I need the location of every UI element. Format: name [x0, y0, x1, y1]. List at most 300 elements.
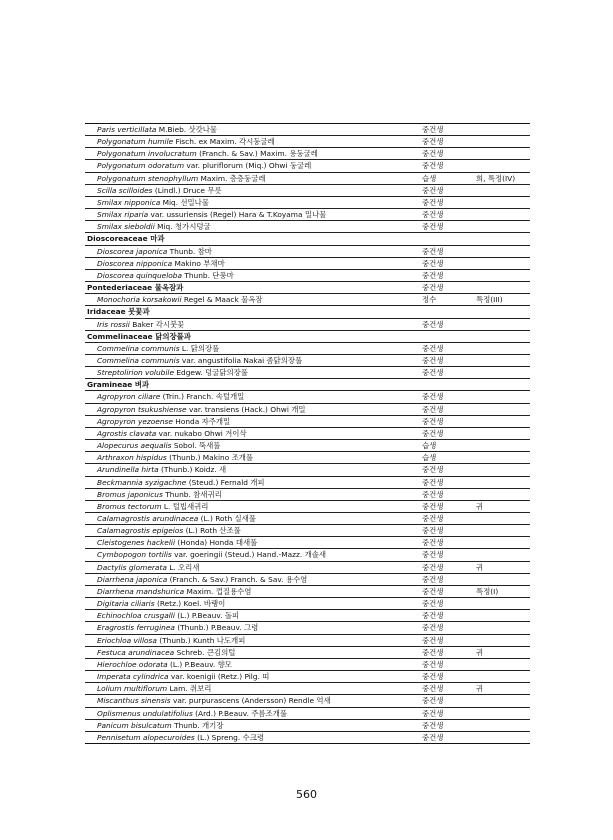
status-cell	[474, 549, 530, 561]
author-and-korean-name: Thunb. 개기장	[171, 720, 224, 730]
species-row	[85, 719, 530, 731]
scientific-name: Digitaria ciliaris	[97, 599, 155, 609]
taxon-name-cell	[85, 598, 422, 610]
habitat-cell: 중건생	[422, 246, 444, 256]
status-cell	[474, 488, 530, 500]
status-cell: 특정(I)	[476, 586, 499, 596]
author-and-korean-name: L. 닭의장풀	[179, 343, 220, 353]
taxon-name-cell	[85, 561, 422, 573]
taxon-name-cell	[85, 525, 422, 537]
taxon-name-cell	[85, 318, 422, 330]
taxon-name-cell	[85, 476, 422, 488]
status-cell	[474, 318, 530, 330]
status-cell	[474, 184, 530, 196]
scientific-name: Polygonatum humile	[97, 137, 174, 147]
status-cell: 귀	[476, 647, 484, 657]
author-and-korean-name: Fisch. ex Maxim. 각시둥굴레	[173, 137, 275, 147]
status-cell	[474, 282, 530, 294]
scientific-name: Commelina communis	[97, 343, 180, 353]
scientific-name: Calamagrostis arundinacea	[97, 514, 199, 523]
habitat-cell: 습생	[422, 453, 437, 463]
family-name: Gramineae 벼과	[87, 380, 150, 390]
scientific-name: Arthraxon hispidus	[97, 453, 167, 463]
scientific-name: Imperata cylindrica	[97, 672, 169, 682]
species-row	[85, 184, 530, 196]
species-row	[85, 342, 530, 354]
status-cell	[474, 196, 530, 208]
habitat-cell: 중건생	[422, 270, 444, 280]
scientific-name: Polygonatum odoratum	[97, 161, 185, 171]
habitat-cell: 중건생	[422, 185, 444, 195]
species-row	[85, 658, 530, 670]
taxon-name-cell	[85, 233, 422, 245]
author-and-korean-name: (Thunb.) Koidz. 새	[158, 465, 227, 475]
habitat-cell: 중건생	[422, 514, 444, 523]
status-cell	[474, 610, 530, 622]
habitat-cell: 중건생	[422, 732, 444, 742]
status-cell	[474, 513, 530, 525]
status-cell	[474, 537, 530, 549]
author-and-korean-name: (Thunb.) Kunth 나도개피	[156, 635, 246, 645]
habitat-cell: 중건생	[422, 258, 444, 268]
author-and-korean-name: Regel & Maack 물옥잠	[181, 295, 263, 305]
habitat-cell: 중건생	[422, 416, 444, 426]
species-row	[85, 136, 530, 148]
species-row	[85, 160, 530, 172]
author-and-korean-name: (Retz.) Koel. 바랭이	[154, 599, 226, 609]
author-and-korean-name: var. transiens (Hack.) Ohwi 개밀	[186, 404, 306, 414]
scientific-name: Cleistogenes hackelii	[97, 538, 176, 548]
habitat-cell: 중건생	[422, 489, 444, 499]
scientific-name: Pennisetum alopecuroides	[97, 732, 195, 742]
status-cell	[474, 525, 530, 537]
taxon-name-cell	[85, 330, 422, 342]
habitat-cell: 중건생	[422, 611, 444, 621]
taxon-name-cell	[85, 427, 422, 439]
habitat-cell: 중건생	[422, 501, 444, 511]
status-cell	[474, 391, 530, 403]
habitat-cell: 중건생	[422, 696, 444, 706]
scientific-name: Bromus tectorum	[97, 501, 162, 511]
species-row	[85, 196, 530, 208]
species-row	[85, 671, 530, 683]
author-and-korean-name: Sobol. 뚝새풀	[171, 441, 221, 451]
author-and-korean-name: Miq. 선밀나물	[160, 197, 209, 207]
family-row	[85, 330, 530, 342]
scientific-name: Dioscorea nipponica	[97, 258, 173, 268]
scientific-name: Polygonatum involucratum	[97, 149, 197, 159]
taxon-name-cell	[85, 209, 422, 221]
scientific-name: Bromus japonicus	[97, 489, 163, 499]
habitat-cell: 중건생	[422, 599, 444, 609]
scientific-name: Eragrostis ferruginea	[97, 623, 175, 633]
status-cell	[474, 379, 530, 391]
taxon-name-cell	[85, 160, 422, 172]
taxon-name-cell	[85, 306, 422, 318]
habitat-cell: 중건생	[422, 574, 444, 584]
taxon-name-cell	[85, 658, 422, 670]
scientific-name: Panicum bisulcatum	[97, 720, 172, 730]
scientific-name: Miscanthus sinensis	[97, 696, 171, 706]
species-row	[85, 452, 530, 464]
species-row	[85, 731, 530, 743]
species-row	[85, 573, 530, 585]
taxon-name-cell	[85, 415, 422, 427]
family-row	[85, 233, 530, 245]
species-row	[85, 585, 530, 597]
scientific-name: Agropyron yezoense	[97, 416, 173, 426]
taxon-name-cell	[85, 403, 422, 415]
taxon-name-cell	[85, 695, 422, 707]
species-row	[85, 561, 530, 573]
scientific-name: Calamagrostis epigeios	[97, 526, 184, 536]
habitat-cell: 중건생	[422, 708, 444, 718]
species-row	[85, 695, 530, 707]
habitat-cell: 중건생	[422, 538, 444, 548]
status-cell	[474, 440, 530, 452]
taxon-name-cell	[85, 184, 422, 196]
author-and-korean-name: (L.) Spreng. 수크령	[194, 732, 264, 742]
status-cell	[474, 658, 530, 670]
species-row	[85, 549, 530, 561]
author-and-korean-name: (L.) Roth 산조풀	[183, 526, 241, 536]
taxon-name-cell	[85, 719, 422, 731]
author-and-korean-name: Thunb. 참새귀리	[162, 489, 222, 499]
taxon-name-cell	[85, 731, 422, 743]
author-and-korean-name: Honda 자주개밀	[172, 416, 231, 426]
taxon-name-cell	[85, 500, 422, 512]
scientific-name: Smilax riparia	[97, 210, 149, 220]
author-and-korean-name: Maxim. 껍질용수염	[184, 586, 252, 596]
status-cell	[474, 476, 530, 488]
status-cell	[474, 634, 530, 646]
habitat-cell: 중건생	[422, 562, 444, 572]
taxon-name-cell	[85, 671, 422, 683]
scientific-name: Alopecurus aequalis	[97, 441, 172, 451]
scientific-name: Agrostis clavata	[97, 428, 157, 438]
habitat-cell: 중건생	[422, 149, 444, 159]
author-and-korean-name: M.Bieb. 삿갓나물	[156, 125, 218, 134]
status-cell	[474, 403, 530, 415]
author-and-korean-name: Edgew. 덩굴닭의장풀	[174, 368, 248, 378]
status-cell	[474, 330, 530, 342]
taxon-name-cell	[85, 294, 422, 306]
author-and-korean-name: (Steud.) Fernald 개피	[186, 477, 265, 487]
species-row	[85, 500, 530, 512]
habitat-cell: 중건생	[422, 428, 444, 438]
habitat-cell: 중건생	[422, 210, 444, 220]
status-cell	[474, 342, 530, 354]
scientific-name: Commelina communis	[97, 355, 180, 365]
status-cell	[474, 452, 530, 464]
scientific-name: Festuca arundinacea	[97, 647, 175, 657]
habitat-cell: 중건생	[422, 392, 444, 402]
scientific-name: Oplismenus undulatifolius	[97, 708, 193, 718]
author-and-korean-name: (Lindl.) Druce 무릇	[152, 185, 222, 195]
species-row	[85, 598, 530, 610]
status-cell	[474, 306, 530, 318]
author-and-korean-name: Makino 부채마	[172, 258, 225, 268]
family-name: Iridaceae 붓꽃과	[87, 307, 150, 317]
status-cell	[474, 257, 530, 269]
status-cell	[474, 367, 530, 379]
scientific-name: Cymbopogon tortilis	[97, 550, 172, 560]
habitat-cell: 중건생	[422, 550, 444, 560]
habitat-cell: 중건생	[422, 623, 444, 633]
species-row	[85, 476, 530, 488]
author-and-korean-name: Lam. 쥐보리	[167, 684, 212, 694]
status-cell	[474, 136, 530, 148]
species-row	[85, 367, 530, 379]
taxon-name-cell	[85, 148, 422, 160]
scientific-name: Diarrhena japonica	[97, 574, 168, 584]
taxon-name-cell	[85, 221, 422, 233]
scientific-name: Agropyron ciliare	[97, 392, 161, 402]
species-row	[85, 513, 530, 525]
taxon-name-cell	[85, 585, 422, 597]
taxon-name-cell	[85, 354, 422, 366]
scientific-name: Lolium multiflorum	[97, 684, 168, 694]
author-and-korean-name: var. goeringii (Steud.) Hand.-Mazz. 개솔새	[171, 550, 327, 560]
scientific-name: Hierochloe odorata	[97, 659, 168, 669]
family-name: Commelinaceae 닭의장풀과	[87, 331, 191, 341]
taxon-name-cell	[85, 196, 422, 208]
author-and-korean-name: Maxim. 층층둥굴레	[198, 173, 266, 183]
habitat-cell: 중건생	[422, 319, 444, 329]
species-row	[85, 525, 530, 537]
author-and-korean-name: L. 털빕새귀리	[161, 501, 209, 511]
habitat-cell: 중건생	[422, 222, 444, 232]
habitat-cell: 중건생	[422, 137, 444, 147]
species-row	[85, 488, 530, 500]
scientific-name: Monochoria korsakowii	[97, 295, 182, 305]
author-and-korean-name: Thunb. 참마	[167, 246, 212, 256]
taxon-name-cell	[85, 379, 422, 391]
species-row	[85, 354, 530, 366]
author-and-korean-name: (Trin.) Franch. 속털개밀	[160, 392, 245, 402]
status-cell: 특정(III)	[476, 295, 503, 305]
status-cell	[474, 427, 530, 439]
scientific-name: Smilax sieboldii	[97, 222, 155, 232]
taxon-name-cell	[85, 488, 422, 500]
author-and-korean-name: (L.) P.Beauv. 향모	[167, 659, 232, 669]
species-row	[85, 646, 530, 658]
scientific-name: Diarrhena mandshurica	[97, 586, 185, 596]
taxon-name-cell	[85, 646, 422, 658]
habitat-cell: 중건생	[422, 720, 444, 730]
species-row	[85, 209, 530, 221]
taxon-name-cell	[85, 172, 422, 184]
habitat-cell: 중건생	[422, 672, 444, 682]
species-row	[85, 257, 530, 269]
species-row	[85, 124, 530, 136]
habitat-cell: 중건생	[422, 368, 444, 378]
author-and-korean-name: var. angustifolia Nakai 좀닭의장풀	[179, 355, 303, 365]
taxon-name-cell	[85, 573, 422, 585]
species-row	[85, 172, 530, 184]
scientific-name: Dioscorea quinqueloba	[97, 270, 182, 280]
species-row	[85, 427, 530, 439]
author-and-korean-name: var. purpurascens (Andersson) Rendle 억새	[170, 696, 331, 706]
scientific-name: Beckmannia syzigachne	[97, 477, 187, 487]
taxon-name-cell	[85, 136, 422, 148]
scientific-name: Arundinella hirta	[97, 465, 159, 475]
status-cell	[474, 671, 530, 683]
taxon-name-cell	[85, 245, 422, 257]
taxon-name-cell	[85, 549, 422, 561]
habitat-cell: 중건생	[422, 465, 444, 475]
habitat-cell: 중건생	[422, 477, 444, 487]
scientific-name: Dactylis glomerata	[97, 562, 167, 572]
status-cell	[474, 221, 530, 233]
habitat-cell: 중건생	[422, 404, 444, 414]
status-cell	[474, 415, 530, 427]
status-cell	[474, 598, 530, 610]
species-row	[85, 683, 530, 695]
scientific-name: Paris verticillata	[97, 125, 157, 134]
status-cell	[474, 233, 530, 245]
taxon-name-cell	[85, 513, 422, 525]
taxon-name-cell	[85, 707, 422, 719]
taxon-name-cell	[85, 440, 422, 452]
family-row	[85, 282, 530, 294]
status-cell: 희, 특정(IV)	[476, 173, 516, 183]
author-and-korean-name: var. ussuriensis (Regel) Hara & T.Koyama 밀나물	[148, 210, 327, 220]
scientific-name: Echinochloa crusgalli	[97, 611, 175, 621]
author-and-korean-name: (L.) P.Beauv. 돌피	[174, 611, 240, 621]
author-and-korean-name: var. pluriflorum (Miq.) Ohwi 둥굴레	[184, 161, 312, 171]
habitat-cell: 중건생	[422, 355, 444, 365]
species-row	[85, 707, 530, 719]
status-cell	[474, 464, 530, 476]
taxon-name-cell	[85, 342, 422, 354]
status-cell	[474, 695, 530, 707]
species-row	[85, 403, 530, 415]
habitat-cell: 중건생	[422, 659, 444, 669]
status-cell	[474, 707, 530, 719]
species-row	[85, 391, 530, 403]
species-row	[85, 294, 530, 306]
habitat-cell: 중건생	[422, 684, 444, 694]
family-row	[85, 306, 530, 318]
scientific-name: Iris rossii	[97, 319, 130, 329]
status-cell	[474, 622, 530, 634]
species-row	[85, 318, 530, 330]
species-row	[85, 245, 530, 257]
scientific-name: Agropyron tsukushiense	[97, 404, 187, 414]
scientific-name: Eriochloa villosa	[97, 635, 157, 645]
habitat-cell	[422, 233, 474, 245]
author-and-korean-name: var. koenigii (Retz.) Pilg. 띠	[168, 672, 270, 682]
habitat-cell: 중건생	[422, 283, 444, 293]
taxon-name-cell	[85, 257, 422, 269]
status-cell	[474, 269, 530, 281]
taxon-name-cell	[85, 537, 422, 549]
habitat-cell: 중건생	[422, 343, 444, 353]
taxon-name-cell	[85, 622, 422, 634]
habitat-cell: 중건생	[422, 125, 444, 134]
status-cell	[474, 719, 530, 731]
species-row	[85, 415, 530, 427]
species-row	[85, 269, 530, 281]
taxon-name-cell	[85, 367, 422, 379]
habitat-cell: 중건생	[422, 586, 444, 596]
status-cell	[474, 245, 530, 257]
status-cell	[474, 160, 530, 172]
scientific-name: Dioscorea japonica	[97, 246, 168, 256]
author-and-korean-name: Schreb. 큰김의털	[174, 647, 236, 657]
taxon-name-cell	[85, 634, 422, 646]
habitat-cell: 중건생	[422, 161, 444, 171]
scientific-name: Scilla scilloides	[97, 185, 153, 195]
family-row	[85, 379, 530, 391]
taxon-name-cell	[85, 124, 422, 136]
species-row	[85, 537, 530, 549]
author-and-korean-name: (Franch. & Sav.) Franch. & Sav. 용수염	[167, 574, 308, 584]
status-cell	[474, 209, 530, 221]
species-row	[85, 148, 530, 160]
species-row	[85, 610, 530, 622]
habitat-cell: 중건생	[422, 526, 444, 536]
taxon-name-cell	[85, 452, 422, 464]
status-cell	[474, 573, 530, 585]
taxon-name-cell	[85, 269, 422, 281]
habitat-cell	[422, 379, 474, 391]
family-name: Pontederiaceae 물옥잠과	[87, 283, 184, 293]
habitat-cell: 중건생	[422, 647, 444, 657]
species-table	[85, 123, 530, 744]
taxon-name-cell	[85, 464, 422, 476]
author-and-korean-name: (Thunb.) Makino 조개풀	[166, 453, 254, 463]
author-and-korean-name: Thunb. 단풍마	[182, 270, 234, 280]
species-row	[85, 440, 530, 452]
status-cell	[474, 148, 530, 160]
species-row	[85, 622, 530, 634]
habitat-cell	[422, 330, 474, 342]
habitat-cell: 중건생	[422, 197, 444, 207]
habitat-cell: 습생	[422, 441, 437, 451]
author-and-korean-name: Baker 각시붓꽃	[129, 319, 185, 329]
status-cell	[474, 354, 530, 366]
species-row	[85, 464, 530, 476]
author-and-korean-name: (L.) Roth 실새풀	[198, 514, 256, 523]
taxon-name-cell	[85, 282, 422, 294]
habitat-cell: 정수	[422, 295, 437, 305]
taxon-name-cell	[85, 391, 422, 403]
species-row	[85, 221, 530, 233]
status-cell: 귀	[476, 562, 484, 572]
author-and-korean-name: Miq. 청가시덩굴	[154, 222, 211, 232]
habitat-cell: 습생	[422, 173, 437, 183]
scientific-name: Smilax nipponica	[97, 197, 161, 207]
author-and-korean-name: (Honda) Honda 대새풀	[175, 538, 258, 548]
habitat-cell	[422, 306, 474, 318]
page-number: 560	[296, 788, 317, 801]
author-and-korean-name: L. 오리새	[166, 562, 200, 572]
scientific-name: Streptolirion volubile	[97, 368, 175, 378]
species-table-body	[85, 124, 530, 744]
taxon-name-cell	[85, 683, 422, 695]
author-and-korean-name: (Franch. & Sav.) Maxim. 용둥굴레	[196, 149, 318, 159]
family-name: Dioscoreaceae 마과	[87, 234, 165, 244]
species-row	[85, 634, 530, 646]
author-and-korean-name: (Thunb.) P.Beauv. 그령	[174, 623, 259, 633]
author-and-korean-name: var. nukabo Ohwi 겨이삭	[156, 428, 247, 438]
status-cell: 귀	[476, 501, 484, 511]
status-cell	[474, 124, 530, 136]
author-and-korean-name: (Ard.) P.Beauv. 주름조개풀	[192, 708, 287, 718]
status-cell	[474, 731, 530, 743]
